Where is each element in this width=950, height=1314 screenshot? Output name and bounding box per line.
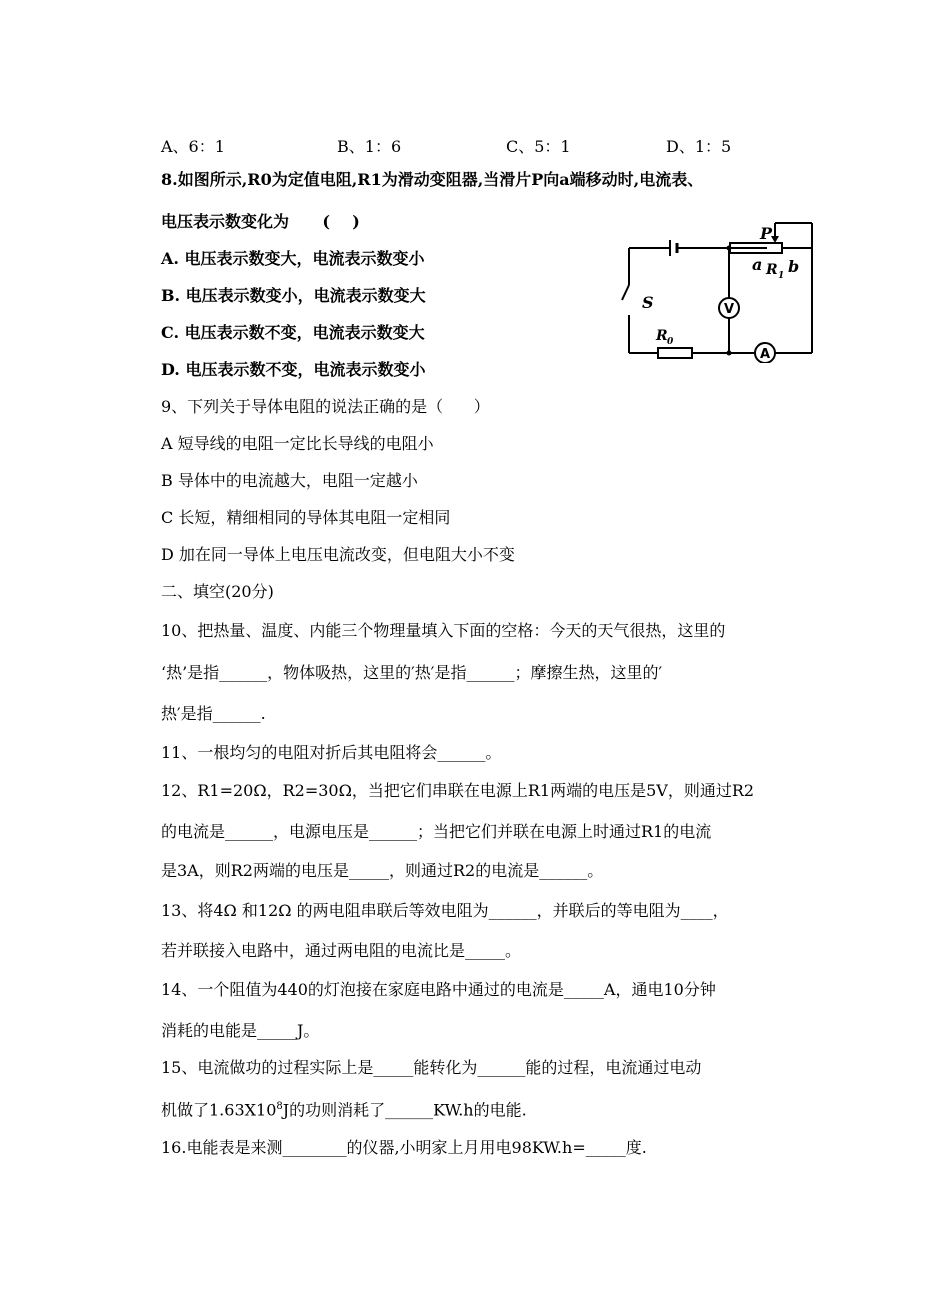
q9-option-a: A 短导线的电阻一定比长导线的电阻小	[161, 434, 434, 453]
q7-option-a: A、6：1	[161, 137, 225, 156]
q8-option-b: B. 电压表示数变小，电流表示数变大	[161, 286, 426, 305]
q12-line1: 12、R1=20Ω，R2=30Ω，当把它们串联在电源上R1两端的电压是5V，则通过R2	[161, 781, 755, 800]
section-title: 二、填空(20分)	[161, 582, 274, 601]
q10-line3: 热′是指______.	[161, 704, 266, 723]
q7-option-c: C、5：1	[506, 137, 571, 156]
q8-stem-line1: 8.如图所示,R0为定值电阻,R1为滑动变阻器,当滑片P向a端移动时,电流表、	[161, 170, 704, 189]
label-r0-sub: 0	[667, 337, 674, 347]
label-r0: R	[656, 328, 668, 344]
label-r1: R	[766, 262, 778, 278]
q8-option-c: C. 电压表示数不变，电流表示数变大	[161, 323, 425, 342]
label-b: b	[788, 257, 800, 276]
q15-line1: 15、电流做功的过程实际上是_____能转化为______能的过程，电流通过电动	[161, 1058, 702, 1077]
circuit-diagram	[618, 218, 818, 363]
switch-blade	[622, 285, 629, 300]
q13-line1: 13、将4Ω 和12Ω 的两电阻串联后等效电阻为______，并联后的等电阻为____，	[161, 901, 729, 920]
q10-line2: ‘热’是指______，物体吸热，这里的′热′是指______；摩擦生热，这里的′	[161, 663, 663, 682]
q15-line2	[161, 1097, 527, 1120]
ammeter-label: A	[759, 347, 771, 362]
label-p: P	[760, 224, 773, 243]
label-a: a	[752, 255, 763, 274]
q7-option-d: D、1：5	[666, 137, 732, 156]
q16: 16.电能表是来测________的仪器,小明家上月用电98KW.h=_____度.	[161, 1138, 647, 1157]
q8-stem-line2: 电压表示数变化为 ( )	[161, 212, 360, 231]
q7-option-b: B、1：6	[337, 137, 402, 156]
q11: 11、一根均匀的电阻对折后其电阻将会______。	[161, 743, 502, 762]
slider-arrow	[771, 236, 779, 243]
q13-line2: 若并联接入电路中，通过两电阻的电流比是_____。	[161, 941, 522, 960]
q9-option-d: D 加在同一导体上电压电流改变，但电阻大小不变	[161, 545, 515, 564]
label-s: S	[642, 293, 654, 312]
q12-line2: 的电流是______，电源电压是______；当把它们并联在电源上时通过R1的电流	[161, 822, 712, 841]
q10-line1: 10、把热量、温度、内能三个物理量填入下面的空格：今天的天气很热，这里的	[161, 621, 726, 640]
q14-line2: 消耗的电能是_____J。	[161, 1021, 320, 1040]
q9-option-c: C 长短，精细相同的导体其电阻一定相同	[161, 508, 451, 527]
q8-option-a: A. 电压表示数变大，电流表示数变小	[161, 249, 425, 268]
q9-option-b: B 导体中的电流越大，电阻一定越小	[161, 471, 418, 490]
q15-line2-post: J的功则消耗了______KW.h的电能.	[282, 1100, 527, 1120]
q15-line2-pre: 机做了1.63X10	[161, 1100, 277, 1120]
label-r1-sub: 1	[778, 271, 785, 281]
voltmeter-label: V	[723, 302, 735, 317]
r0-resistor	[658, 348, 692, 358]
q14-line1: 14、一个阻值为440的灯泡接在家庭电路中通过的电流是_____A，通电10分钟	[161, 980, 716, 999]
q15-exponent: 8	[276, 1101, 283, 1112]
q9-stem: 9、下列关于导体电阻的说法正确的是（ ）	[161, 397, 490, 416]
q12-line3: 是3A，则R2两端的电压是_____，则通过R2的电流是______。	[161, 861, 604, 880]
q8-option-d: D. 电压表示数不变，电流表示数变小	[161, 360, 426, 379]
